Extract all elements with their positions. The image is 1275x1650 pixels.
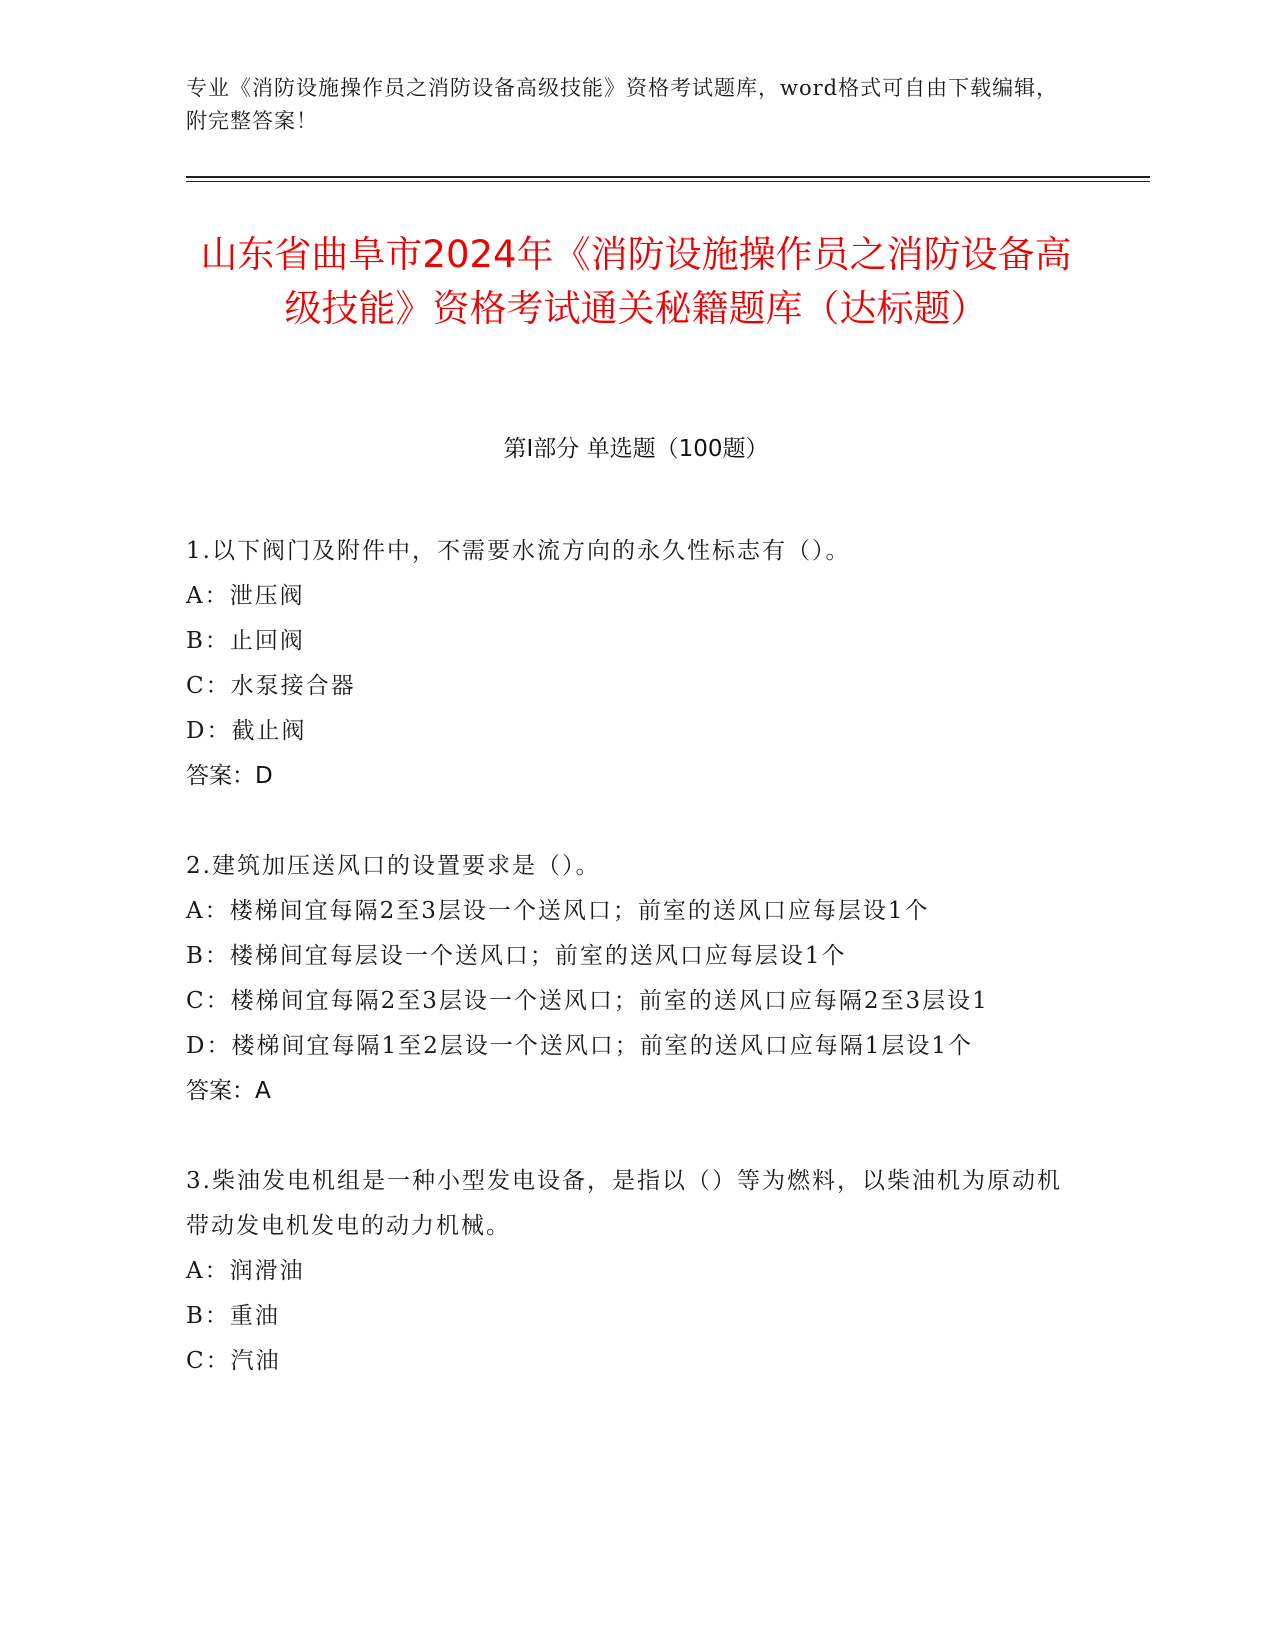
option-c: C：水泵接合器: [186, 673, 356, 699]
document-title: 山东省曲阜市2024年《消防设施操作员之消防设备高级技能》资格考试通关秘籍题库（达标题）: [200, 233, 1072, 330]
option-a: A：楼梯间宜每隔2至3层设一个送风口；前室的送风口应每层设1个: [186, 898, 930, 924]
question-stem: 1.以下阀门及附件中，不需要水流方向的永久性标志有（）。: [186, 538, 851, 564]
question-list: [186, 529, 1066, 1429]
question-3: [186, 1159, 1066, 1384]
option-d: D：截止阀: [186, 718, 307, 744]
question-2: [186, 844, 1066, 1114]
answer-line: 答案：D: [186, 763, 273, 789]
header-rule-thick: [186, 176, 1150, 178]
header-rule-thin: [186, 181, 1150, 182]
option-c: C：汽油: [186, 1348, 281, 1374]
answer-line: 答案：A: [186, 1078, 271, 1104]
option-b: B：楼梯间宜每层设一个送风口；前室的送风口应每层设1个: [186, 943, 847, 969]
option-b: B：重油: [186, 1303, 280, 1329]
header-note: 专业《消防设施操作员之消防设备高级技能》资格考试题库，word格式可自由下载编辑，附完整答案！: [186, 76, 1059, 133]
option-c: C：楼梯间宜每隔2至3层设一个送风口；前室的送风口应每隔2至3层设1: [186, 988, 989, 1014]
question-stem: 3.柴油发电机组是一种小型发电设备，是指以（）等为燃料，以柴油机为原动机带动发电机发电的动力机械。: [186, 1168, 1062, 1239]
option-a: A：润滑油: [186, 1258, 305, 1284]
section-heading: 第I部分 单选题（100题）: [503, 436, 769, 462]
option-b: B：止回阀: [186, 628, 305, 654]
option-d: D：楼梯间宜每隔1至2层设一个送风口；前室的送风口应每隔1层设1个: [186, 1033, 973, 1059]
option-a: A：泄压阀: [186, 583, 305, 609]
question-1: [186, 529, 1066, 799]
question-stem: 2.建筑加压送风口的设置要求是（）。: [186, 853, 601, 879]
